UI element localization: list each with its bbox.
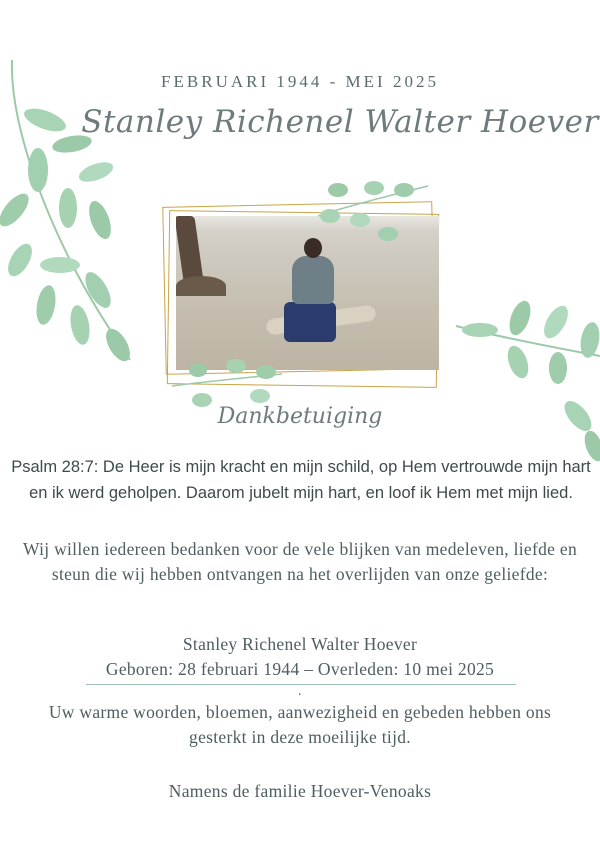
birth-death-dates: Geboren: 28 februari 1944 – Overleden: 10 mei 2025 (105, 659, 495, 679)
thanks-message: Uw warme woorden, bloemen, aanwezigheid en gebeden hebben ons gesterkt in deze moeilijke tijd. (48, 702, 552, 747)
family-signature: Namens de familie Hoever-Venoaks (168, 781, 432, 801)
deceased-name-title: Stanley Richenel Walter Hoever (81, 104, 599, 140)
deceased-name: Stanley Richenel Walter Hoever (182, 634, 418, 654)
thanks-heading: Dankbetuiging (217, 404, 383, 429)
psalm-quote: Psalm 28:7: De Heer is mijn kracht en mijn schild, op Hem vertrouwde mijn hart en ik werd geholpen. Daarom jubelt mijn hart, en loof ik Hem met mijn lied. (11, 458, 591, 502)
leaf-sprig-frame-top-decoration (318, 176, 428, 246)
thanks-intro: Wij willen iedereen bedanken voor de vele blijken van medeleven, liefde en steun die wij hebben ontvangen na het overlijden van onze geliefde: (22, 539, 578, 584)
leaf-branch-right-decoration (456, 296, 600, 466)
life-dates: FEBRUARI 1944 - MEI 2025 (161, 72, 439, 91)
divider-dot: . (298, 684, 302, 699)
